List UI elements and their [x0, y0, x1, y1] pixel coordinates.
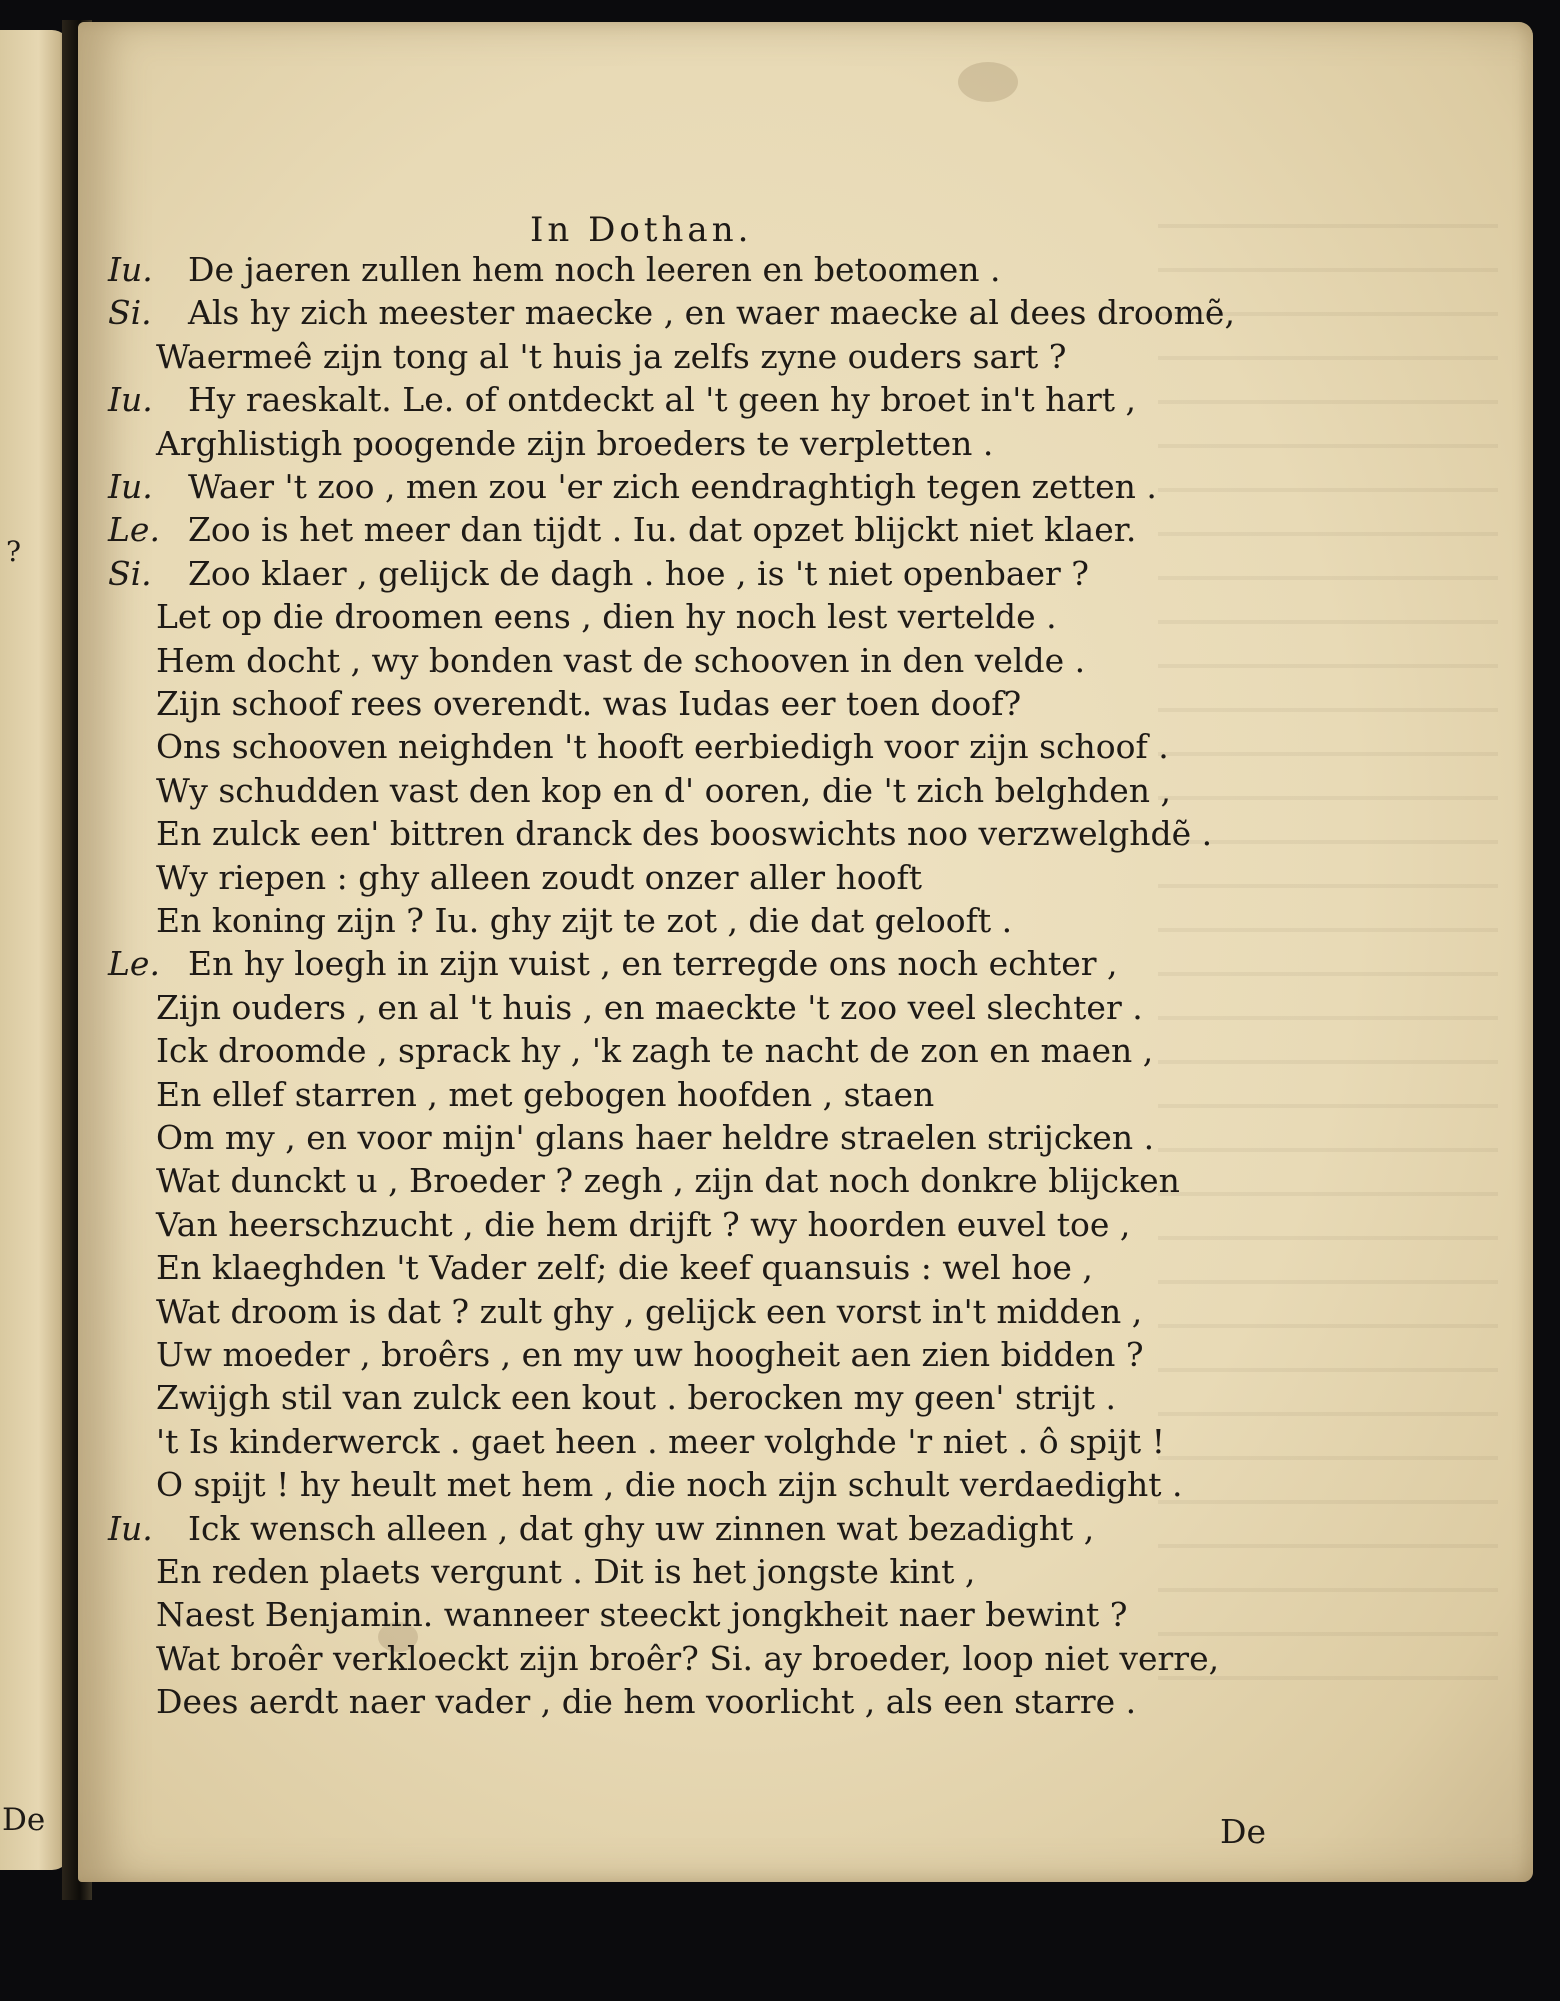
verse-line: Zijn ouders , en al 't huis , en maeckte 't zoo veel slechter . [156, 987, 1143, 1027]
speaker-label: Iu. [108, 467, 153, 506]
show-through-text [1158, 202, 1498, 1702]
verse-line: Zijn schoof rees overendt. was Iudas eer toen doof? [156, 684, 1022, 723]
verse-line: En hy loegh in zijn vuist , en terregde ons noch echter , [188, 944, 1118, 984]
verse-line: Om my , en voor mijn' glans haer heldre straelen strijcken . [156, 1118, 1155, 1157]
verse-line: Wy riepen : ghy alleen zoudt onzer aller hooft [156, 857, 923, 897]
verse-line: En ellef starren , met gebogen hoofden , staen [156, 1074, 935, 1114]
verse-line: Ick droomde , sprack hy , 'k zagh te nacht de zon en maen , [156, 1031, 1154, 1071]
speaker-label: Iu. [108, 380, 153, 420]
verse-line: De jaeren zullen hem noch leeren en betoomen . [188, 250, 1001, 289]
verse-line: En klaeghden 't Vader zelf; die keef quansuis : wel hoe , [156, 1248, 1093, 1288]
verse-line: Hy raeskalt. Le. of ontdeckt al 't geen hy broet in't hart , [188, 380, 1137, 420]
verse-line: Arghlistigh poogende zijn broeders te verpletten . [156, 423, 994, 463]
verse-line: 't Is kinderwerck . gaet heen . meer volghde 'r niet . ô spijt ! [156, 1421, 1165, 1461]
verse-line: En koning zijn ? Iu. ghy zijt te zot , die dat gelooft . [156, 901, 1013, 940]
speaker-label: Le. [108, 944, 160, 984]
verse-line: Waermeê zijn tong al 't huis ja zelfs zyne ouders sart ? [156, 336, 1067, 376]
verse-line: Als hy zich meester maecke , en waer maecke al dees droomẽ, [188, 293, 1235, 333]
foxing-spot [958, 62, 1018, 102]
verse-line: Zwijgh stil van zulck een kout . berocken my geen' strijt . [156, 1378, 1116, 1418]
verse-line: Let op die droomen eens , dien hy noch lest vertelde . [156, 597, 1057, 637]
speaker-label: Iu. [108, 250, 153, 289]
left-page-catchword: De [2, 1802, 46, 1838]
speaker-label: Iu. [108, 1508, 153, 1548]
verse-line: Wy schudden vast den kop en d' ooren, die 't zich belghden , [156, 770, 1172, 810]
verse-line: Zoo is het meer dan tijdt . Iu. dat opzet blijckt niet klaer. [188, 510, 1137, 550]
left-page-marginal-mark: ? [6, 535, 22, 568]
verse-line: Wat dunckt u , Broeder ? zegh , zijn dat noch donkre blijcken [156, 1161, 1180, 1201]
verse-line: Ick wensch alleen , dat ghy uw zinnen wat bezadight , [188, 1508, 1095, 1548]
verse-line: Ons schooven neighden 't hooft eerbiedigh voor zijn schoof . [156, 727, 1169, 767]
verse-line: Van heerschzucht , die hem drijft ? wy hoorden euvel toe , [156, 1204, 1131, 1244]
speaker-label: Le. [108, 510, 160, 550]
verse-line: Wat droom is dat ? zult ghy , gelijck een vorst in't midden , [156, 1291, 1143, 1331]
verse-line: Dees aerdt naer vader , die hem voorlicht , als een starre . [156, 1682, 1137, 1722]
verse-line: Wat broêr verkloeckt zijn broêr? Si. ay broeder, loop niet verre, [156, 1638, 1220, 1678]
verse-line: En reden plaets vergunt . Dit is het jongste kint , [156, 1552, 976, 1591]
recto-page [78, 22, 1533, 1882]
left-page-edge [0, 30, 70, 1870]
verse-line: En zulck een' bittren dranck des booswichts noo verzwelghdẽ . [156, 814, 1213, 854]
catchword: De [1220, 1812, 1266, 1851]
speaker-label: Si. [108, 293, 152, 333]
running-head: In Dothan. [530, 210, 753, 250]
verse-line: Zoo klaer , gelijck de dagh . hoe , is 't niet openbaer ? [188, 553, 1089, 593]
verse-line: Waer 't zoo , men zou 'er zich eendraghtigh tegen zetten . [188, 467, 1157, 506]
verse-line: Hem docht , wy bonden vast de schooven in den velde . [156, 640, 1086, 680]
verse-line: O spijt ! hy heult met hem , die noch zijn schult verdaedight . [156, 1465, 1183, 1505]
speaker-label: Si. [108, 553, 152, 593]
verse-line: Uw moeder , broêrs , en my uw hoogheit aen zien bidden ? [156, 1335, 1144, 1374]
verse-line: Naest Benjamin. wanneer steeckt jongkheit naer bewint ? [156, 1595, 1128, 1635]
